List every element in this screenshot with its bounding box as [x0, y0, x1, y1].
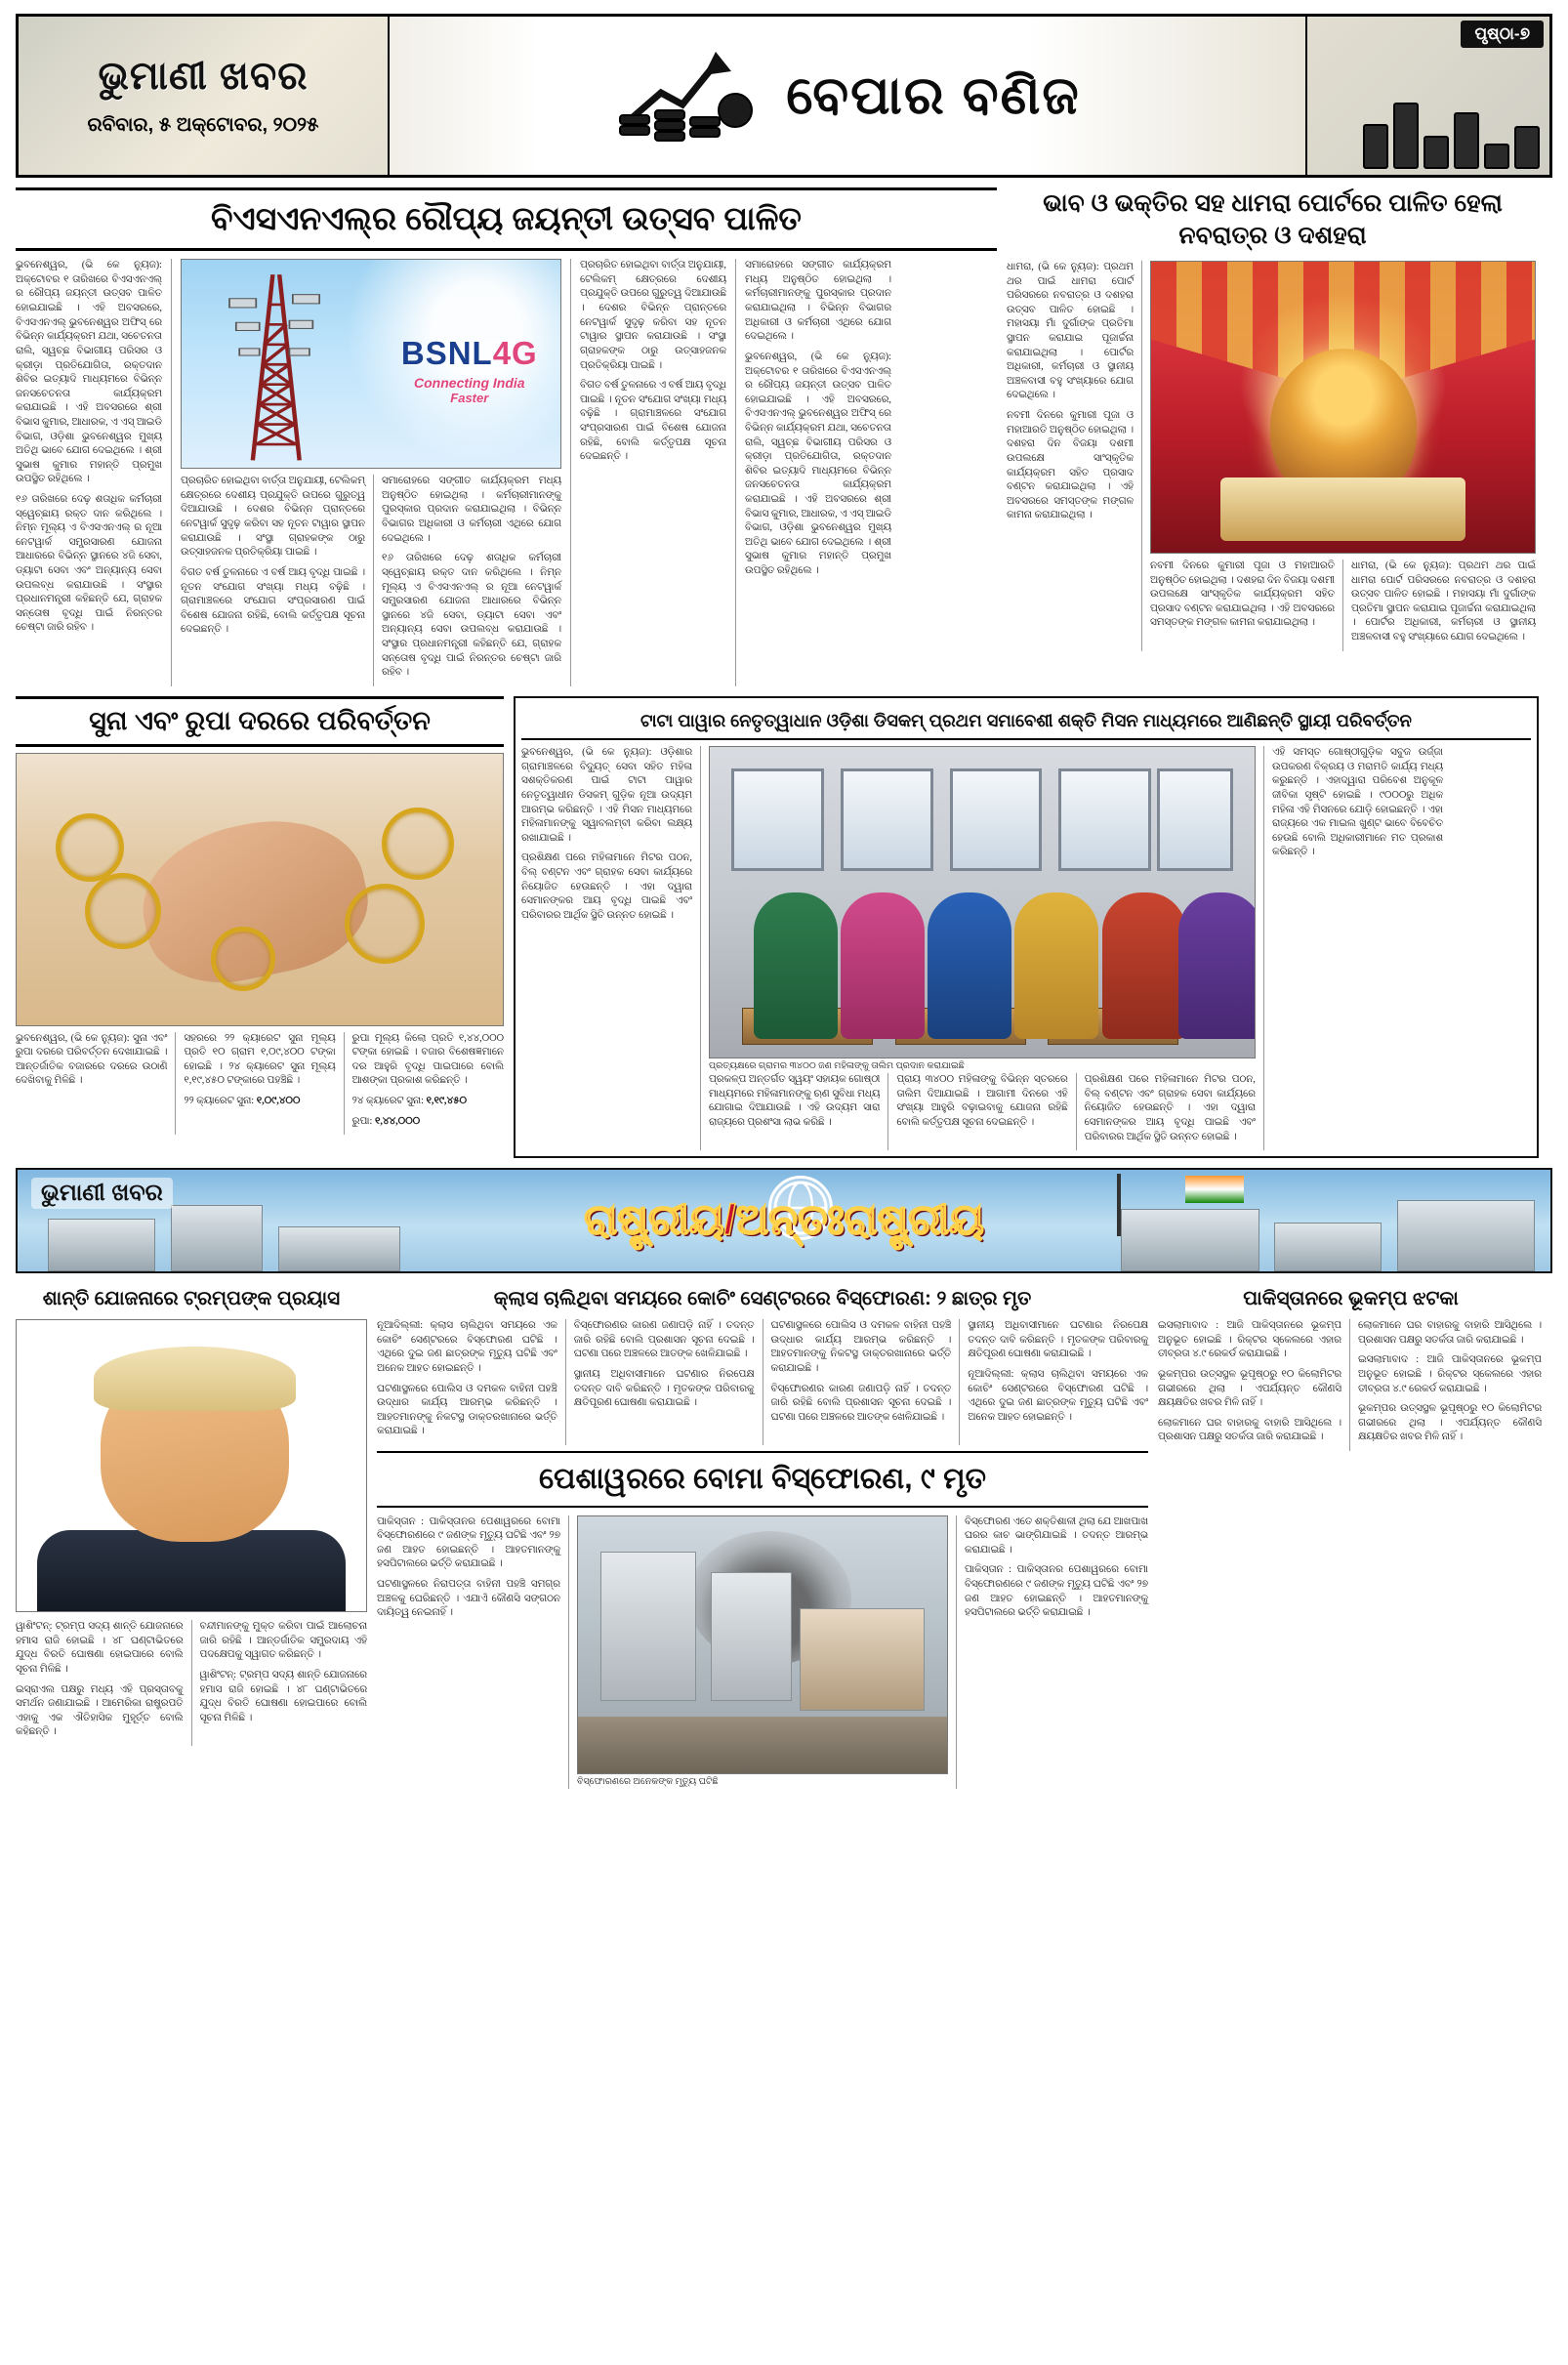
trump-para-2: ଇସ୍ରାଏଲ ପକ୍ଷରୁ ମଧ୍ୟ ଏହି ପ୍ରସ୍ତାବକୁ ସମର୍ଥନ ଜଣାଯାଇଛି । ଆମେରିକା ରାଷ୍ଟ୍ରପତି ଏହାକୁ ଏକ ଐତିହାସିକ ମୁହୂର୍ତ୍ତ ବୋଲି କହିଛନ୍ତି ।	[16, 1683, 184, 1738]
bsnl-para-5: ସମାରୋହରେ ସଙ୍ଗୀତ କାର୍ଯ୍ୟକ୍ରମ ମଧ୍ୟ ଅନୁଷ୍ଠିତ ହୋଇଥିଲା । କର୍ମଚାରୀମାନଙ୍କୁ ପୁରସ୍କାର ପ୍ରଦାନ କରାଯାଇଥିଲା । ବିଭିନ୍ନ ବିଭାଗର ଅଧିକାରୀ ଓ କର୍ମଚାରୀ ଏଥିରେ ଯୋଗ ଦେଇଥିଲେ ।	[381, 476, 561, 544]
earthquake-article	[1158, 1281, 1544, 1788]
bsnl-para-1: ଭୁବନେଶ୍ୱର, (ଭି କେ ନ୍ୟୁଜ): ଅକ୍ଟୋବର ୧ ତାରିଖରେ ବିଏସଏନଏଲ୍ ର ରୌପ୍ୟ ଜୟନ୍ତୀ ଉତ୍ସବ ପାଳିତ ହୋଇଯାଇଛି । ଏହି ଅବସରରେ, ବିଏସଏନଏଲ୍ ଭୁବନେଶ୍ୱର ଅଫିସ୍ ରେ ବିଭିନ୍ନ କାର୍ଯ୍ୟକ୍ରମ ଯଥା, ସଚେତନତା ରାଲି, ସ୍ୱଚ୍ଛ ବିଭାଗୀୟ ପରିସର ଓ କ୍ରୀଡ଼ା ପ୍ରତିଯୋଗିତା, ରକ୍ତଦାନ ଶିବିର ଇତ୍ୟାଦି ମାଧ୍ୟମରେ ବିଭିନ୍ନ ଜନସଚେତନତା କାର୍ଯ୍ୟକ୍ରମ କରାଯାଇଛି । ଏହି ଅବସରରେ ଶ୍ରୀ ବିଭାସ କୁମାର, ଆଧାରକ, ଏ ଏସ୍ ଆଇଡି ବିଭାଗ, ଓଡ଼ିଶା ଭୁବନେଶ୍ୱର ମୁଖ୍ୟ ଅତିଥି ଭାବେ ଯୋଗ ଦେଇଥିଲେ । ଶ୍ରୀ ସୁଭାଷ କୁମାର ମହାନ୍ତି ପ୍ରମୁଖ ଉପସ୍ଥିତ ରହିଥିଲେ ।	[16, 260, 162, 485]
column-divider	[1349, 1319, 1350, 1451]
masthead-center	[390, 17, 1305, 175]
donald-trump-portrait-photo	[16, 1319, 367, 1612]
bsnl-media-col	[181, 259, 561, 686]
trump-headline: ଶାନ୍ତି ଯୋଜନାରେ ଟ୍ରମ୍ପଙ୍କ ପ୍ରୟାସ	[42, 1288, 341, 1310]
coins-growth-icon	[614, 42, 761, 149]
peshawar-col-1	[377, 1515, 560, 1789]
peshawar-para-2: ଘଟଣାସ୍ଥଳରେ ନିରାପତ୍ତା ବାହିନୀ ପହଞ୍ଚି ସମଗ୍ର ଅଞ୍ଚଳକୁ ଘେରିଛନ୍ତି । ଏଯାଏଁ କୌଣସି ସଙ୍ଗଠନ ଦାୟିତ୍ୱ ନେଇନାହିଁ ।	[377, 1579, 560, 1619]
tata-para-4: ପ୍ରାୟ ୩୪୦୦ ମହିଳାଙ୍କୁ ବିଭିନ୍ନ ସ୍ତରରେ ତାଲିମ ଦିଆଯାଇଛି । ଆଗାମୀ ଦିନରେ ଏହି ସଂଖ୍ୟା ଆହୁରି ବଢ଼ାଇବାକୁ ଯୋଜନା ରହିଛି ବୋଲି କର୍ତ୍ତୃପକ୍ଷ ସୂଚନା ଦେଇଛନ୍ତି ।	[896, 1074, 1068, 1128]
tata-para-5: ପ୍ରଶିକ୍ଷଣ ପରେ ମହିଳାମାନେ ମିଟର ପଠନ, ବିଲ୍ ବଣ୍ଟନ ଏବଂ ଗ୍ରାହକ ସେବା କାର୍ଯ୍ୟରେ ନିୟୋଜିତ ହେଉଛନ୍ତି । ଏହା ଦ୍ୱାରା ସେମାନଙ୍କର ଆୟ ବୃଦ୍ଧି ପାଇଛି ଏବଂ ପରିବାରର ଆର୍ଥିକ ସ୍ଥିତି ଉନ୍ନତ ହୋଇଛି ।	[1084, 1074, 1256, 1142]
class-col-4	[968, 1319, 1148, 1445]
newspaper-brand: ଭୁମାଣୀ ଖବର	[98, 55, 309, 98]
masthead-right	[1305, 17, 1549, 175]
gold22-label: ୨୨ କ୍ୟାରେଟ ସୁନା	[184, 1095, 252, 1106]
tata-photo-caption: ପ୍ରତ୍ୟକ୍ଷରେ ଗ୍ରାମର ୩୪୦୦ ଜଣ ମହିଳାଙ୍କୁ ତାଲିମ ପ୍ରଦାନ କରାଯାଇଛି	[709, 1061, 965, 1072]
national-section	[16, 1281, 1552, 1788]
bsnl-tagline-1: Connecting India	[414, 374, 525, 391]
column-divider	[735, 259, 736, 686]
bsnl-col-4	[580, 259, 726, 686]
column-divider	[175, 1032, 176, 1136]
bsnl-para-2: ୧୬ ତାରିଖରେ ଦେଢ଼ ଶତାଧିକ କର୍ମଚାରୀ ସ୍ୱେଚ୍ଛାୟ ରକ୍ତ ଦାନ କରିଥିଲେ । ନିମ୍ନ ମୂଲ୍ୟ ଏ ବିଏସଏନଏଲ୍ ର ନୂଆ ନେଟୱାର୍କ ସମ୍ପ୍ରସାରଣ ଯୋଜନା ଆଧାରରେ ବିଭିନ୍ନ ସ୍ଥାନରେ ୪ଜି ସେବା, ଡ୍ୟାଟା ସେବା ଏବଂ ଅନ୍ୟାନ୍ୟ ସେବା ଉପଲବ୍ଧ କରାଯାଉଛି । ସଂସ୍ଥାର ପ୍ରଧାନମନ୍ତ୍ରୀ କହିଛନ୍ତି ଯେ, ଗ୍ରାହକ ସନ୍ତୋଷ ବୃଦ୍ଧି ପାଇଁ ନିରନ୍ତର ଚେଷ୍ଟା ଜାରି ରହିବ ।	[16, 494, 162, 634]
column-divider	[700, 746, 701, 1150]
dhamra-col-3	[1351, 560, 1536, 651]
coin-stack-icon	[1363, 103, 1540, 169]
class-para-4: ସ୍ଥାନୀୟ ଅଧିବାସୀମାନେ ଘଟଣାର ନିରପେକ୍ଷ ତଦନ୍ତ ଦାବି କରିଛନ୍ତି । ମୃତକଙ୍କ ପରିବାରକୁ କ୍ଷତିପୂରଣ ଘୋଷଣା କରାଯାଇଛି ।	[573, 1369, 755, 1409]
explosion-site-photo	[577, 1515, 948, 1774]
quake-para-6: ଭୂକମ୍ପର ଉତ୍ସସ୍ଥଳ ଭୂପୃଷ୍ଠରୁ ୧୦ କିଲୋମିଟର ଗଭୀରରେ ଥିଲା । ଏପର୍ଯ୍ୟନ୍ତ କୌଣସି କ୍ଷୟକ୍ଷତିର ଖବର ମିଳି ନାହିଁ ।	[1358, 1403, 1542, 1443]
column-divider	[171, 259, 172, 686]
earthquake-headline: ପାକିସ୍ତାନରେ ଭୂକମ୍ପ ଝଟକା	[1243, 1288, 1459, 1310]
publication-date: ରବିବାର, ୫ ଅକ୍ଟୋବର, ୨୦୨୫	[87, 114, 319, 136]
tata-para-6: ଏହି ସମସ୍ତ ଗୋଷ୍ଠୀଗୁଡ଼ିକ ସବୁଜ ଉର୍ଜ୍ଜା ଉପକରଣ ବିକ୍ରୟ ଓ ମରାମତି କାର୍ଯ୍ୟ ମଧ୍ୟ କରୁଛନ୍ତି । ଏହାଦ୍ୱାରା ପରିବେଶ ଅନୁକୂଳ ଜୀବିକା ସୃଷ୍ଟି ହୋଇଛି । ୯୦୦୦ରୁ ଅଧିକ ମହିଳା ଏହି ମିସନରେ ଯୋଡ଼ି ହୋଇଛନ୍ତି । ଏହା ରାଜ୍ୟରେ ଏକ ମାଇଲ ଖୁଣ୍ଟ ଭାବେ ବିବେଚିତ ହେଉଛି ବୋଲି ଅଧିକାରୀମାନେ ମତ ପ୍ରକାଶ କରିଛନ୍ତି ।	[1272, 747, 1443, 858]
gold-para-1: ଭୁବନେଶ୍ୱର, (ଭି କେ ନ୍ୟୁଜ): ସୁନା ଏବଂ ରୁପା ଦରରେ ପରିବର୍ତ୍ତନ ଦେଖାଯାଇଛି । ଆନ୍ତର୍ଜାତିକ ବଜାରରେ ଦରରେ ଉଠାଣି ଦେଖିବାକୁ ମିଳିଛି ।	[16, 1032, 168, 1087]
dhamra-headline: ଭାବ ଓ ଭକ୍ତିର ସହ ଧାମରା ପୋର୍ଟରେ ପାଳିତ ହେଲା ନବରାତ୍ର ଓ ଦଶହରା	[1043, 189, 1503, 249]
column-divider	[373, 475, 374, 686]
class-para-1: ନୂଆଦିଲ୍ଲୀ: କ୍ଲାସ ଚାଲିଥିବା ସମୟରେ ଏକ କୋଚିଂ ସେଣ୍ଟରରେ ବିସ୍ଫୋରଣ ଘଟିଛି । ଏଥିରେ ଦୁଇ ଜଣ ଛାତ୍ରଙ୍କ ମୃତ୍ୟୁ ଘଟିଛି ଏବଂ ଅନେକ ଆହତ ହୋଇଛନ୍ତି ।	[377, 1320, 557, 1375]
peshawar-para-3: ବିସ୍ଫୋରଣ ଏତେ ଶକ୍ତିଶାଳୀ ଥିଲା ଯେ ଆଖପାଖ ଘରର କାଚ ଭାଙ୍ଗିଯାଇଛି । ତଦନ୍ତ ଆରମ୍ଭ କରାଯାଇଛି ।	[965, 1515, 1148, 1556]
class-para-5: ଘଟଣାସ୍ଥଳରେ ପୋଲିସ ଓ ଦମକଳ ବାହିନୀ ପହଞ୍ଚି ଉଦ୍ଧାର କାର୍ଯ୍ୟ ଆରମ୍ଭ କରିଛନ୍ତି । ଆହତମାନଙ୍କୁ ନିକଟସ୍ଥ ଡାକ୍ତରଖାନାରେ ଭର୍ତ୍ତି କରାଯାଇଛି ।	[770, 1320, 952, 1375]
dhamra-para-1: ଧାମରା, (ଭି କେ ନ୍ୟୁଜ): ପ୍ରଥମ ଥର ପାଇଁ ଧାମରା ପୋର୍ଟ ପରିସରରେ ନବରାତ୍ର ଓ ଦଶହରା ଉତ୍ସବ ପାଳିତ ହୋଇଛି । ମହାସୟା ମାଁ ଦୁର୍ଗାଙ୍କ ପ୍ରତିମା ସ୍ଥାପନ କରାଯାଇ ପୂଜାର୍ଚ୍ଚନା କରାଯାଇଥିଲା । ପୋର୍ଟର ଅଧିକାରୀ, କର୍ମଚାରୀ ଓ ସ୍ଥାନୀୟ ଅଞ୍ଚଳବାସୀ ବହୁ ସଂଖ୍ୟାରେ ଯୋଗ ଦେଇଥିଲେ ।	[1007, 262, 1134, 401]
column-divider	[1076, 1073, 1077, 1150]
dhamra-col-1	[1007, 261, 1134, 651]
banner-brand: ଭୁମାଣୀ ଖବର	[31, 1178, 173, 1209]
class-para-3: ବିସ୍ଫୋରଣର କାରଣ ଜଣାପଡ଼ି ନାହିଁ । ତଦନ୍ତ ଜାରି ରହିଛି ବୋଲି ପ୍ରଶାସନ ସୂଚନା ଦେଇଛି । ଘଟଣା ପରେ ଅଞ୍ଚଳରେ ଆତଙ୍କ ଖେଳିଯାଇଛି ।	[573, 1320, 755, 1360]
mid-section	[16, 696, 1552, 1158]
tata-power-article	[514, 696, 1539, 1158]
bsnl-logo-text: BSNL	[400, 334, 493, 371]
column-divider	[191, 1620, 192, 1746]
bsnl-article	[16, 187, 997, 686]
dhamra-para-4: ଧାମରା, (ଭି କେ ନ୍ୟୁଜ): ପ୍ରଥମ ଥର ପାଇଁ ଧାମରା ପୋର୍ଟ ପରିସରରେ ନବରାତ୍ର ଓ ଦଶହରା ଉତ୍ସବ ପାଳିତ ହୋଇଛି । ମହାସୟା ମାଁ ଦୁର୍ଗାଙ୍କ ପ୍ରତିମା ସ୍ଥାପନ କରାଯାଇ ପୂଜାର୍ଚ୍ଚନା କରାଯାଇଥିଲା । ପୋର୍ଟର ଅଧିକାରୀ, କର୍ମଚାରୀ ଓ ସ୍ଥାନୀୟ ଅଞ୍ଚଳବାସୀ ବହୁ ସଂଖ୍ୟାରେ ଯୋଗ ଦେଇଥିଲେ ।	[1351, 560, 1536, 643]
class-para-6: ବିସ୍ଫୋରଣର କାରଣ ଜଣାପଡ଼ି ନାହିଁ । ତଦନ୍ତ ଜାରି ରହିଛି ବୋଲି ପ୍ରଶାସନ ସୂଚନା ଦେଇଛି । ଘଟଣା ପରେ ଅଞ୍ଚଳରେ ଆତଙ୍କ ଖେଳିଯାଇଛି ।	[770, 1383, 952, 1423]
gold-col-2: ସହରରେ ୨୨ କ୍ୟାରେଟ ସୁନା ମୂଲ୍ୟ ପ୍ରତି ୧୦ ଗ୍ରାମ ୧,୦୯,୪୦୦ ଟଙ୍କା ହୋଇଛି । ୨୪ କ୍ୟାରେଟ ସୁନା ମୂଲ୍ୟ ୧,୧୯,୪୫୦ ଟଙ୍କାରେ ପହଞ୍ଚିଛି । ୨୨ କ୍ୟାରେଟ ସୁନା: ୧,୦୯,୪୦୦	[184, 1032, 336, 1106]
column-divider	[344, 1032, 345, 1136]
column-divider	[956, 1515, 957, 1789]
tata-para-2: ପ୍ରଶିକ୍ଷଣ ପରେ ମହିଳାମାନେ ମିଟର ପଠନ, ବିଲ୍ ବଣ୍ଟନ ଏବଂ ଗ୍ରାହକ ସେବା କାର୍ଯ୍ୟରେ ନିୟୋଜିତ ହେଉଛନ୍ତି । ଏହା ଦ୍ୱାରା ସେମାନଙ୍କର ଆୟ ବୃଦ୍ଧି ପାଇଛି ଏବଂ ପରିବାରର ଆର୍ଥିକ ସ୍ଥିତି ଉନ୍ନତ ହୋଇଛି ।	[521, 852, 692, 921]
column-divider	[568, 1515, 569, 1789]
bsnl-4g-tower-photo	[181, 259, 561, 469]
dhamra-para-2: ନବମୀ ଦିନରେ କୁମାରୀ ପୂଜା ଓ ମହାଆରତି ଅନୁଷ୍ଠିତ ହୋଇଥିଲା । ଦଶହରା ଦିନ ବିଜୟା ଦଶମୀ ଉପଲକ୍ଷେ ସାଂସ୍କୃତିକ କାର୍ଯ୍ୟକ୍ରମ ସହିତ ପ୍ରସାଦ ବଣ୍ଟନ କରାଯାଇଥିଲା । ଏହି ଅବସରରେ ସମସ୍ତଙ୍କ ମଙ୍ଗଳ କାମନା କରାଯାଇଥିଲା ।	[1007, 410, 1134, 521]
class-para-2: ଘଟଣାସ୍ଥଳରେ ପୋଲିସ ଓ ଦମକଳ ବାହିନୀ ପହଞ୍ଚି ଉଦ୍ଧାର କାର୍ଯ୍ୟ ଆରମ୍ଭ କରିଛନ୍ତି । ଆହତମାନଙ୍କୁ ନିକଟସ୍ଥ ଡାକ୍ତରଖାନାରେ ଭର୍ତ୍ତି କରାଯାଇଛି ।	[377, 1383, 557, 1437]
gold22-rate: ୧,୦୯,୪୦୦	[256, 1095, 301, 1106]
tata-col-2	[709, 1073, 880, 1150]
tata-col-1	[521, 746, 692, 1150]
column-divider	[1141, 261, 1142, 651]
idol-pedestal	[1220, 477, 1466, 542]
bsnl-para-4: ବିଗତ ବର୍ଷ ତୁଳନାରେ ଏ ବର୍ଷ ଆୟ ବୃଦ୍ଧି ପାଇଛି । ନୂତନ ସଂଯୋଗ ସଂଖ୍ୟା ମଧ୍ୟ ବଢ଼ିଛି । ଗ୍ରାମାଞ୍ଚଳରେ ସଂଯୋଗ ସଂପ୍ରସାରଣ ପାଇଁ ବିଶେଷ ଯୋଜନା ରହିଛି, ବୋଲି କର୍ତ୍ତୃପକ୍ଷ ସୂଚନା ଦେଇଛନ୍ତି ।	[181, 566, 365, 636]
quake-col-2	[1358, 1319, 1542, 1451]
bsnl-tagline-2: Faster	[450, 390, 489, 405]
quake-para-3: ଲୋକମାନେ ଘର ବାହାରକୁ ବାହାରି ଆସିଥିଲେ । ପ୍ରଶାସନ ପକ୍ଷରୁ ସତର୍କତା ଜାରି କରାଯାଇଛି ।	[1158, 1417, 1341, 1443]
gold-headline: ସୁନା ଏବଂ ରୁପା ଦରରେ ପରିବର୍ତ୍ତନ	[16, 696, 504, 747]
gold-col-3: ରୁପା ମୂଲ୍ୟ କିଲୋ ପ୍ରତି ୧,୪୪,୦୦୦ ଟଙ୍କା ହୋଇଛି । ବଜାର ବିଶେଷଜ୍ଞମାନେ ଦର ଆହୁରି ବୃଦ୍ଧି ପାଇପାରେ ବୋଲି ଆଶଙ୍କା ପ୍ରକାଶ କରିଛନ୍ତି । ୨୪ କ୍ୟାରେଟ ସୁନା: ୧,୧୯,୪୫୦ ରୁପା: ୧,୪୪,୦୦୦	[351, 1032, 505, 1127]
tata-headline: ଟାଟା ପାୱାର ନେତୃତ୍ୱାଧାନ ଓଡ଼ିଶା ଡିସକମ୍ ପ୍ରଥମ ସମାବେଶୀ ଶକ୍ତି ମିସନ ମାଧ୍ୟମରେ ଆଣିଛନ୍ତି ସ୍ଥାୟୀ ପରିବର୍ତ୍ତନ	[521, 704, 1531, 740]
banner-title: ରାଷ୍ଟ୍ରୀୟ/ଅନ୍ତଃରାଷ୍ଟ୍ରୀୟ	[584, 1196, 984, 1244]
women-workers-training-photo	[709, 746, 1256, 1058]
bsnl-headline-box	[16, 187, 997, 251]
gold24-label: ୨୪ କ୍ୟାରେଟ ସୁନା	[351, 1095, 422, 1106]
dhamra-para-3: ନବମୀ ଦିନରେ କୁମାରୀ ପୂଜା ଓ ମହାଆରତି ଅନୁଷ୍ଠିତ ହୋଇଥିଲା । ଦଶହରା ଦିନ ବିଜୟା ଦଶମୀ ଉପଲକ୍ଷେ ସାଂସ୍କୃତିକ କାର୍ଯ୍ୟକ୍ରମ ସହିତ ପ୍ରସାଦ ବଣ୍ଟନ କରାଯାଇଥିଲା । ଏହି ଅବସରରେ ସମସ୍ତଙ୍କ ମଙ୍ଗଳ କାମନା କରାଯାଇଥିଲା ।	[1150, 560, 1335, 629]
trump-para-4: ୱାଶିଂଟନ୍: ଟ୍ରମ୍ପ ସଦ୍ୟ ଶାନ୍ତି ଯୋଜନାରେ ହମାସ ରାଜି ହୋଇଛି । ୪୮ ଘଣ୍ଟାଭିତରେ ଯୁଦ୍ଧ ବିରତି ଘୋଷଣା ହୋଇପାରେ ବୋଲି ସୂଚନା ମିଳିଛି ।	[199, 1670, 367, 1723]
bsnl-col-5	[745, 259, 891, 686]
column-divider	[1263, 746, 1264, 1150]
trump-para-3: ବନ୍ଦୀମାନଙ୍କୁ ମୁକ୍ତ କରିବା ପାଇଁ ଆଲୋଚନା ଜାରି ରହିଛି । ଆନ୍ତର୍ଜାତିକ ସମ୍ପ୍ରଦାୟ ଏହି ପଦକ୍ଷେପକୁ ସ୍ୱାଗତ କରିଛନ୍ତି ।	[199, 1621, 367, 1661]
gold-para-2: ସହରରେ ୨୨ କ୍ୟାରେଟ ସୁନା ମୂଲ୍ୟ ପ୍ରତି ୧୦ ଗ୍ରାମ ୧,୦୯,୪୦୦ ଟଙ୍କା ହୋଇଛି । ୨୪ କ୍ୟାରେଟ ସୁନା ମୂଲ୍ୟ ୧,୧୯,୪୫୦ ଟଙ୍କାରେ ପହଞ୍ଚିଛି ।	[184, 1032, 336, 1087]
tata-media-col	[709, 746, 1256, 1150]
bsnl-para-7: ପ୍ରଚାରିତ ହୋଇଥିବା ବାର୍ତ୍ତା ଅନୁଯାୟୀ, ଟେଲିକମ୍ କ୍ଷେତ୍ରରେ ଦେଶୀୟ ପ୍ରଯୁକ୍ତି ଉପରେ ଗୁରୁତ୍ୱ ଦିଆଯାଉଛି । ଦେଶର ବିଭିନ୍ନ ପ୍ରାନ୍ତରେ ନେଟୱାର୍କ ସୁଦୃଢ଼ କରିବା ସହ ନୂତନ ଟାୱାର ସ୍ଥାପନ କରାଯାଉଛି । ସଂସ୍ଥା ଗ୍ରାହକଙ୍କ ଠାରୁ ଉତ୍ସାହଜନକ ପ୍ରତିକ୍ରିୟା ପାଇଛି ।	[580, 260, 726, 371]
masthead-left	[19, 17, 390, 175]
bsnl-logo	[401, 335, 538, 405]
trump-article	[16, 1281, 367, 1788]
dhamra-col-2	[1150, 560, 1335, 651]
peshawar-para-1: ପାକିସ୍ତାନ : ପାକିସ୍ତାନର ପେଶାୱରରେ ବୋମା ବିସ୍ଫୋରଣରେ ୯ ଜଣଙ୍କ ମୃତ୍ୟୁ ଘଟିଛି ଏବଂ ୨୭ ଜଣ ଆହତ ହୋଇଛନ୍ତି । ଆହତମାନଙ୍କୁ ହସପିଟାଲରେ ଭର୍ତ୍ତି କରାଯାଇଛି ।	[377, 1515, 560, 1570]
durga-puja-pandal-photo	[1150, 261, 1536, 554]
trump-col-1	[16, 1620, 184, 1746]
column-divider	[1342, 560, 1343, 651]
class-para-7: ସ୍ଥାନୀୟ ଅଧିବାସୀମାନେ ଘଟଣାର ନିରପେକ୍ଷ ତଦନ୍ତ ଦାବି କରିଛନ୍ତି । ମୃତକଙ୍କ ପରିବାରକୁ କ୍ଷତିପୂରଣ ଘୋଷଣା କରାଯାଇଛି ।	[968, 1320, 1149, 1360]
trump-col-2	[200, 1620, 368, 1746]
tata-col-4	[1085, 1073, 1256, 1150]
quake-para-1: ଇସଲାମାବାଦ : ଆଜି ପାକିସ୍ତାନରେ ଭୂକମ୍ପ ଅନୁଭୂତ ହୋଇଛି । ରିକ୍ଟର ସ୍କେଲରେ ଏହାର ତୀବ୍ରତା ୪.୯ ରେକର୍ଡ କରାଯାଇଛି ।	[1158, 1320, 1341, 1360]
tata-para-1: ଭୁବନେଶ୍ୱର, (ଭି କେ ନ୍ୟୁଜ): ଓଡ଼ିଶାର ଗ୍ରାମାଞ୍ଚଳରେ ବିଦ୍ୟୁତ୍ ସେବା ସହିତ ମହିଳା ସଶକ୍ତିକରଣ ପାଇଁ ଟାଟା ପାୱାର ନେତୃତ୍ୱାଧୀନ ଡିସକମ୍ ଗୁଡ଼ିକ ନୂଆ ଉଦ୍ୟମ ଆରମ୍ଭ କରିଛନ୍ତି । ଏହି ମିସନ ମାଧ୍ୟମରେ ମହିଳାମାନଙ୍କୁ ସ୍ୱାବଲମ୍ବୀ କରିବା ଲକ୍ଷ୍ୟ ରଖାଯାଇଛି ।	[521, 747, 692, 844]
bsnl-col-2	[181, 475, 365, 686]
class-col-3	[771, 1319, 952, 1445]
peshawar-photo-caption: ବିସ୍ଫୋରଣରେ ଅନେକଙ୍କ ମୃତ୍ୟୁ ଘଟିଛି	[577, 1776, 719, 1787]
bsnl-para-8: ବିଗତ ବର୍ଷ ତୁଳନାରେ ଏ ବର୍ଷ ଆୟ ବୃଦ୍ଧି ପାଇଛି । ନୂତନ ସଂଯୋଗ ସଂଖ୍ୟା ମଧ୍ୟ ବଢ଼ିଛି । ଗ୍ରାମାଞ୍ଚଳରେ ସଂଯୋଗ ସଂପ୍ରସାରଣ ପାଇଁ ବିଶେଷ ଯୋଜନା ରହିଛି, ବୋଲି କର୍ତ୍ତୃପକ୍ଷ ସୂଚନା ଦେଇଛନ୍ତି ।	[580, 380, 726, 463]
peshawar-para-4: ପାକିସ୍ତାନ : ପାକିସ୍ତାନର ପେଶାୱରରେ ବୋମା ବିସ୍ଫୋରଣରେ ୯ ଜଣଙ୍କ ମୃତ୍ୟୁ ଘଟିଛି ଏବଂ ୨୭ ଜଣ ଆହତ ହୋଇଛନ୍ତି । ଆହତମାନଙ୍କୁ ହସପିଟାଲରେ ଭର୍ତ୍ତି କରାଯାଇଛି ।	[965, 1564, 1148, 1619]
peshawar-col-2	[965, 1515, 1148, 1789]
class-para-8: ନୂଆଦିଲ୍ଲୀ: କ୍ଲାସ ଚାଲିଥିବା ସମୟରେ ଏକ କୋଚିଂ ସେଣ୍ଟରରେ ବିସ୍ଫୋରଣ ଘଟିଛି । ଏଥିରେ ଦୁଇ ଜଣ ଛାତ୍ରଙ୍କ ମୃତ୍ୟୁ ଘଟିଛି ଏବଂ ଅନେକ ଆହତ ହୋଇଛନ୍ତି ।	[968, 1369, 1149, 1423]
gold-para-3: ରୁପା ମୂଲ୍ୟ କିଲୋ ପ୍ରତି ୧,୪୪,୦୦୦ ଟଙ୍କା ହୋଇଛି । ବଜାର ବିଶେଷଜ୍ଞମାନେ ଦର ଆହୁରି ବୃଦ୍ଧି ପାଇପାରେ ବୋଲି ଆଶଙ୍କା ପ୍ରକାଶ କରିଛନ୍ତି ।	[351, 1032, 505, 1087]
class-col-2	[574, 1319, 755, 1445]
gold-bangles-photo	[16, 753, 504, 1026]
section-title: ବେପାର ବଣିଜ	[786, 65, 1081, 125]
center-articles	[377, 1281, 1148, 1788]
tata-para-3: ପ୍ରକଳ୍ପ ଅନ୍ତର୍ଗତ ସ୍ୱୟଂ ସହାୟକ ଗୋଷ୍ଠୀ ମାଧ୍ୟମରେ ମହିଳାମାନଙ୍କୁ ଋଣ ସୁବିଧା ମଧ୍ୟ ଯୋଗାଇ ଦିଆଯାଉଛି । ଏହି ଉଦ୍ୟମ ସାରା ରାଜ୍ୟରେ ପ୍ରଶଂସା ଲାଭ କରିଛି ।	[709, 1074, 881, 1128]
coaching-blast-headline: କ୍ଲାସ ଚାଲିଥିବା ସମୟରେ କୋଚିଂ ସେଣ୍ଟରରେ ବିସ୍ଫୋରଣ: ୨ ଛାତ୍ର ମୃତ	[493, 1288, 1032, 1310]
dhamra-article	[1007, 187, 1539, 686]
bsnl-logo-4g: 4G	[492, 334, 538, 371]
gold-col-1	[16, 1032, 167, 1136]
bsnl-para-9: ସମାରୋହରେ ସଙ୍ଗୀତ କାର୍ଯ୍ୟକ୍ରମ ମଧ୍ୟ ଅନୁଷ୍ଠିତ ହୋଇଥିଲା । କର୍ମଚାରୀମାନଙ୍କୁ ପୁରସ୍କାର ପ୍ରଦାନ କରାଯାଇଥିଲା । ବିଭିନ୍ନ ବିଭାଗର ଅଧିକାରୀ ଓ କର୍ମଚାରୀ ଏଥିରେ ଯୋଗ ଦେଇଥିଲେ ।	[745, 260, 891, 343]
suit	[37, 1530, 345, 1611]
bsnl-para-3: ପ୍ରଚାରିତ ହୋଇଥିବା ବାର୍ତ୍ତା ଅନୁଯାୟୀ, ଟେଲିକମ୍ କ୍ଷେତ୍ରରେ ଦେଶୀୟ ପ୍ରଯୁକ୍ତି ଉପରେ ଗୁରୁତ୍ୱ ଦିଆଯାଉଛି । ଦେଶର ବିଭିନ୍ନ ପ୍ରାନ୍ତରେ ନେଟୱାର୍କ ସୁଦୃଢ଼ କରିବା ସହ ନୂତନ ଟାୱାର ସ୍ଥାପନ କରାଯାଉଛି । ସଂସ୍ଥା ଗ୍ରାହକଙ୍କ ଠାରୁ ଉତ୍ସାହଜନକ ପ୍ରତିକ୍ରିୟା ପାଇଛି ।	[181, 476, 365, 559]
dhamra-media-col	[1150, 261, 1536, 651]
silver-rate: ୧,୪୪,୦୦୦	[374, 1115, 421, 1127]
peshawar-headline: ପେଶାୱରରେ ବୋମା ବିସ୍ଫୋରଣ, ୯ ମୃତ	[377, 1451, 1148, 1508]
quake-col-1	[1158, 1319, 1341, 1451]
masthead	[16, 14, 1552, 178]
quake-para-5: ଇସଲାମାବାଦ : ଆଜି ପାକିସ୍ତାନରେ ଭୂକମ୍ପ ଅନୁଭୂତ ହୋଇଛି । ରିକ୍ଟର ସ୍କେଲରେ ଏହାର ତୀବ୍ରତା ୪.୯ ରେକର୍ଡ କରାଯାଇଛି ।	[1358, 1354, 1542, 1394]
national-section-banner	[16, 1168, 1552, 1273]
gold-article	[16, 696, 504, 1158]
bsnl-col-3	[382, 475, 561, 686]
trump-para-1: ୱାଶିଂଟନ୍: ଟ୍ରମ୍ପ ସଦ୍ୟ ଶାନ୍ତି ଯୋଜନାରେ ହମାସ ରାଜି ହୋଇଛି । ୪୮ ଘଣ୍ଟାଭିତରେ ଯୁଦ୍ଧ ବିରତି ଘୋଷଣା ହୋଇପାରେ ବୋଲି ସୂଚନା ମିଳିଛି ।	[16, 1621, 184, 1676]
top-section	[16, 187, 1552, 686]
class-col-1	[377, 1319, 557, 1445]
column-divider	[887, 1073, 888, 1150]
peshawar-media-col	[577, 1515, 948, 1789]
gold24-rate: ୧,୧୯,୪୫୦	[426, 1095, 467, 1106]
quake-para-4: ଲୋକମାନେ ଘର ବାହାରକୁ ବାହାରି ଆସିଥିଲେ । ପ୍ରଶାସନ ପକ୍ଷରୁ ସତର୍କତା ଜାରି କରାଯାଇଛି ।	[1358, 1320, 1542, 1346]
silver-label: ରୁପା	[351, 1115, 370, 1127]
column-divider	[570, 259, 571, 686]
column-divider	[565, 1319, 566, 1445]
quake-para-2: ଭୂକମ୍ପର ଉତ୍ସସ୍ଥଳ ଭୂପୃଷ୍ଠରୁ ୧୦ କିଲୋମିଟର ଗଭୀରରେ ଥିଲା । ଏପର୍ଯ୍ୟନ୍ତ କୌଣସି କ୍ଷୟକ୍ଷତିର ଖବର ମିଳି ନାହିଁ ।	[1158, 1369, 1341, 1409]
hair	[94, 1347, 297, 1411]
bsnl-columns	[16, 259, 997, 686]
tata-col-5	[1272, 746, 1443, 1150]
bsnl-headline: ବିଏସଏନଏଲ୍‌ର ରୌପ୍ୟ ଜୟନ୍ତୀ ଉତ୍ସବ ପାଳିତ	[211, 200, 802, 236]
page-number-badge: ପୃଷ୍ଠା-୭	[1461, 21, 1544, 48]
bsnl-col-1	[16, 259, 162, 686]
flag-icon	[1185, 1176, 1244, 1203]
bsnl-para-6: ୧୬ ତାରିଖରେ ଦେଢ଼ ଶତାଧିକ କର୍ମଚାରୀ ସ୍ୱେଚ୍ଛାୟ ରକ୍ତ ଦାନ କରିଥିଲେ । ନିମ୍ନ ମୂଲ୍ୟ ଏ ବିଏସଏନଏଲ୍ ର ନୂଆ ନେଟୱାର୍କ ସମ୍ପ୍ରସାରଣ ଯୋଜନା ଆଧାରରେ ବିଭିନ୍ନ ସ୍ଥାନରେ ୪ଜି ସେବା, ଡ୍ୟାଟା ସେବା ଏବଂ ଅନ୍ୟାନ୍ୟ ସେବା ଉପଲବ୍ଧ କରାଯାଉଛି । ସଂସ୍ଥାର ପ୍ରଧାନମନ୍ତ୍ରୀ କହିଛନ୍ତି ଯେ, ଗ୍ରାହକ ସନ୍ତୋଷ ବୃଦ୍ଧି ପାଇଁ ନିରନ୍ତର ଚେଷ୍ଟା ଜାରି ରହିବ ।	[381, 553, 561, 679]
tata-col-3	[896, 1073, 1067, 1150]
column-divider	[959, 1319, 960, 1445]
bsnl-para-10: ଭୁବନେଶ୍ୱର, (ଭି କେ ନ୍ୟୁଜ): ଅକ୍ଟୋବର ୧ ତାରିଖରେ ବିଏସଏନଏଲ୍ ର ରୌପ୍ୟ ଜୟନ୍ତୀ ଉତ୍ସବ ପାଳିତ ହୋଇଯାଇଛି । ଏହି ଅବସରରେ, ବିଏସଏନଏଲ୍ ଭୁବନେଶ୍ୱର ଅଫିସ୍ ରେ ବିଭିନ୍ନ କାର୍ଯ୍ୟକ୍ରମ ଯଥା, ସଚେତନତା ରାଲି, ସ୍ୱଚ୍ଛ ବିଭାଗୀୟ ପରିସର ଓ କ୍ରୀଡ଼ା ପ୍ରତିଯୋଗିତା, ରକ୍ତଦାନ ଶିବିର ଇତ୍ୟାଦି ମାଧ୍ୟମରେ ବିଭିନ୍ନ ଜନସଚେତନତା କାର୍ଯ୍ୟକ୍ରମ କରାଯାଇଛି । ଏହି ଅବସରରେ ଶ୍ରୀ ବିଭାସ କୁମାର, ଆଧାରକ, ଏ ଏସ୍ ଆଇଡି ବିଭାଗ, ଓଡ଼ିଶା ଭୁବନେଶ୍ୱର ମୁଖ୍ୟ ଅତିଥି ଭାବେ ଯୋଗ ଦେଇଥିଲେ । ଶ୍ରୀ ସୁଭାଷ କୁମାର ମହାନ୍ତି ପ୍ରମୁଖ ଉପସ୍ଥିତ ରହିଥିଲେ ।	[745, 351, 891, 577]
